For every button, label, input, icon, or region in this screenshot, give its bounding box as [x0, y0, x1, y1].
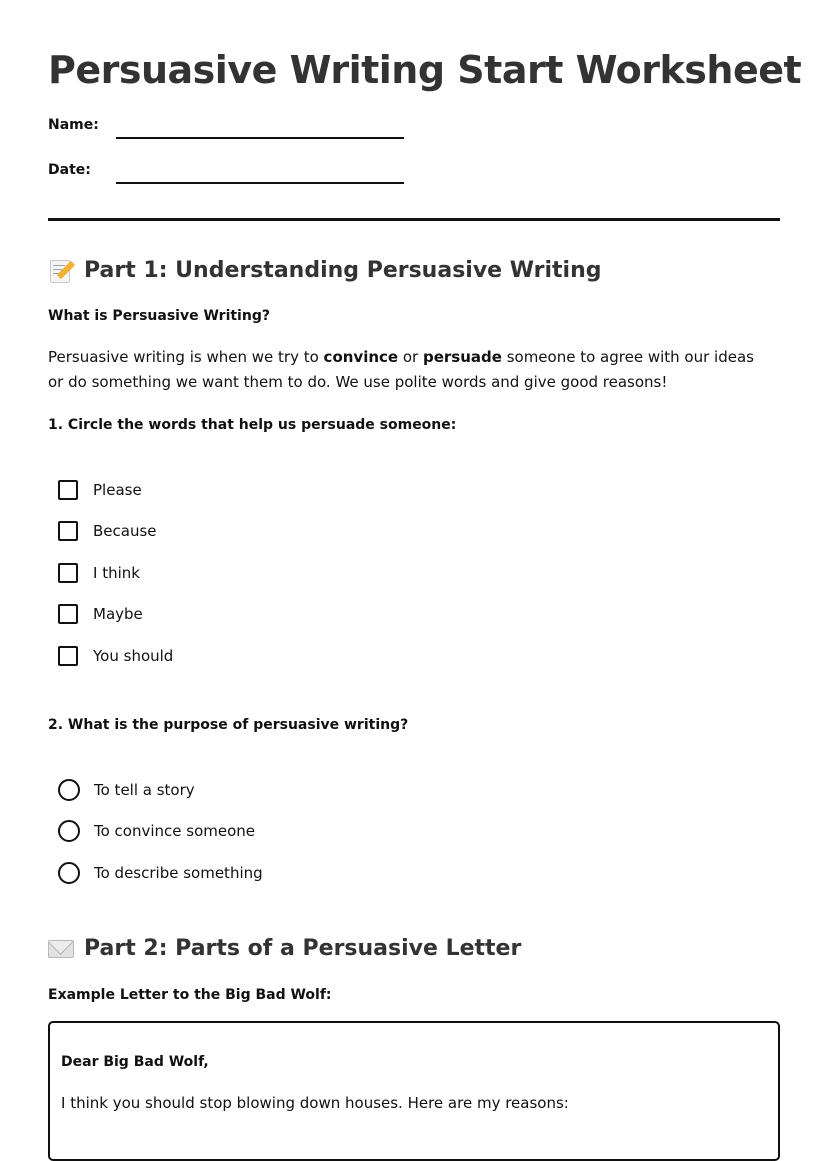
example-letter-heading: Example Letter to the Big Bad Wolf: [48, 987, 332, 1003]
date-blank-line[interactable] [116, 182, 404, 184]
option-label: Maybe [93, 605, 143, 623]
part1-heading-text: Part 1: Understanding Persuasive Writing [84, 257, 602, 283]
checkbox[interactable] [58, 646, 78, 666]
letter-greeting: Dear Big Bad Wolf, [61, 1054, 209, 1070]
checkbox[interactable] [58, 480, 78, 500]
q1-option-maybe[interactable] [58, 602, 143, 626]
definition-text-1: Persuasive writing is when we try to [48, 348, 324, 366]
definition-bold-convince: convince [323, 348, 399, 366]
option-label: To tell a story [94, 781, 195, 799]
letter-body-line: I think you should stop blowing down houses. Here are my reasons: [61, 1094, 569, 1112]
part1-heading [48, 257, 601, 283]
checkbox[interactable] [58, 604, 78, 624]
definition-text-3: someone to agree with our ideas or do something we want them to do. We use polite words and give good reasons! [48, 348, 754, 391]
option-label: To convince someone [94, 822, 256, 840]
radio-button[interactable] [58, 779, 80, 801]
q2-option-convince[interactable] [58, 819, 255, 843]
envelope-icon [48, 935, 74, 961]
memo-icon [48, 257, 74, 283]
option-label: You should [93, 647, 174, 665]
date-field-row [48, 162, 448, 186]
option-label: I think [93, 564, 140, 582]
checkbox[interactable] [58, 521, 78, 541]
definition-paragraph [48, 345, 768, 395]
option-label: Because [93, 522, 157, 540]
definition-text-2: or [398, 348, 423, 366]
q2-option-tell-story[interactable] [58, 778, 195, 802]
part2-heading [48, 935, 521, 961]
header-divider [48, 218, 780, 221]
option-label: Please [93, 481, 142, 499]
name-field-row [48, 117, 448, 141]
date-label: Date: [48, 162, 91, 178]
checkbox[interactable] [58, 563, 78, 583]
question-2-prompt: 2. What is the purpose of persuasive writing? [48, 717, 409, 733]
page-title: Persuasive Writing Start Worksheet [48, 48, 802, 92]
q1-option-you-should[interactable] [58, 644, 173, 668]
q2-option-describe[interactable] [58, 861, 263, 885]
q1-option-because[interactable] [58, 519, 157, 543]
radio-button[interactable] [58, 820, 80, 842]
q1-option-please[interactable] [58, 478, 142, 502]
what-is-heading: What is Persuasive Writing? [48, 308, 270, 324]
radio-button[interactable] [58, 862, 80, 884]
part2-heading-text: Part 2: Parts of a Persuasive Letter [84, 935, 522, 961]
question-1-prompt: 1. Circle the words that help us persuade someone: [48, 417, 457, 433]
definition-bold-persuade: persuade [422, 348, 502, 366]
option-label: To describe something [94, 864, 263, 882]
name-blank-line[interactable] [116, 137, 404, 139]
name-label: Name: [48, 117, 99, 133]
q1-option-i-think[interactable] [58, 561, 140, 585]
example-letter-box [48, 1021, 780, 1161]
